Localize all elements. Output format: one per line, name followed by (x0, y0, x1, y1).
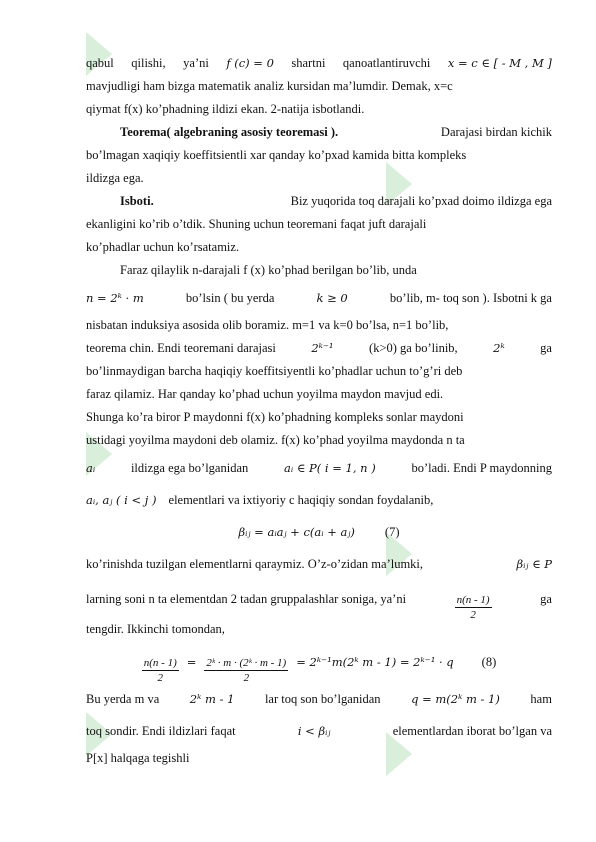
equation-8 (86, 641, 552, 683)
text: bo’linmaydigan barcha haqiqiy koeffitsiyentli ko’phadlar uchun to’g’ri deb (86, 364, 463, 378)
text: ekanligini ko’rib o’tdik. Shuning uchun teoremani faqat juft darajali (86, 217, 427, 231)
text: ildizga ega. (86, 171, 144, 185)
text-line (86, 144, 552, 167)
text-line (86, 580, 552, 621)
formula: 2ᵏ (493, 341, 505, 355)
text: ko’phadlar uchun ko’rsatamiz. (86, 240, 240, 254)
formula: aᵢ, aⱼ ( i < j ) (86, 493, 157, 507)
text-line (86, 213, 552, 236)
text-line (86, 98, 552, 121)
text: ham (530, 692, 552, 706)
formula: q = m(2ᵏ m - 1) (411, 692, 500, 706)
denominator: 2 (470, 609, 476, 621)
text: faraz qilamiz. Har qanday ko’phad uchun yoyilma maydon mavjud edi. (86, 387, 444, 401)
formula: x = c ∈ [ - M , M ] (447, 56, 552, 70)
equation-7 (86, 516, 552, 548)
text: larning soni n ta elementdan 2 tadan gruppalashlar soniga, ya’ni (86, 592, 407, 606)
theorem-line (86, 121, 552, 144)
text: Biz yuqorida toq darajali ko’pxad doimo ildizga ega (290, 194, 552, 208)
text-line (86, 337, 552, 360)
proof-line (86, 190, 552, 213)
text: Bu yerda m va (86, 692, 160, 706)
text-line (86, 383, 552, 406)
text-line (86, 548, 552, 580)
text-line (86, 314, 552, 337)
text-line (86, 52, 552, 75)
formula: n = 2ᵏ · m (86, 291, 144, 305)
formula: aᵢ ∈ P( i = 1, n ) (284, 461, 376, 475)
text: P[x] halqaga tegishli (86, 751, 190, 765)
numerator: n(n - 1) (456, 594, 490, 606)
fraction (204, 656, 288, 685)
word: qilishi, (131, 56, 166, 70)
text-line (86, 618, 552, 641)
text: bo’lmagan xaqiqiy koeffitsientli xar qanday ko’pxad kamida bitta kompleks (86, 148, 467, 162)
fraction (142, 656, 179, 685)
text-line (86, 236, 552, 259)
text-line (86, 683, 552, 715)
text: Shunga ko’ra biror P maydonni f(x) ko’phadning kompleks sonlar maydoni (86, 410, 464, 424)
text: tengdir. Ikkinchi tomondan, (86, 622, 225, 636)
formula: aᵢ (86, 461, 96, 475)
formula: f (c) = 0 (226, 56, 274, 70)
document-page (86, 52, 552, 770)
formula: 2ᵏ m - 1 (189, 692, 235, 706)
text: lar toq son bo’lganidan (264, 692, 381, 706)
text: ustidagi yoyilma maydoni deb olamiz. f(x) ko’phad yoyilma maydonda n ta (86, 433, 465, 447)
text-line (86, 429, 552, 452)
text: ga (540, 592, 552, 606)
equation-number: (7) (384, 525, 400, 539)
text-line (86, 282, 552, 314)
text: ga (540, 341, 552, 355)
formula: i < βᵢⱼ (297, 724, 331, 738)
theorem-title: Teorema( algebraning asosiy teoremasi ). (120, 125, 339, 139)
text: bo’lsin ( bu yerda (185, 291, 275, 305)
word: qanoatlantiruvchi (342, 56, 431, 70)
equals: = (186, 655, 197, 669)
text-line (86, 75, 552, 98)
text-line (86, 167, 552, 190)
equation-number: (8) (481, 655, 497, 669)
formula: βᵢⱼ ∈ P (516, 557, 552, 571)
text: bo’ladi. Endi P maydonning (411, 461, 552, 475)
formula: 2ᵏ⁻¹ (311, 341, 334, 355)
formula: = 2ᵏ⁻¹m(2ᵏ m - 1) = 2ᵏ⁻¹ · q (296, 655, 454, 669)
text-line (86, 484, 552, 516)
text-line (86, 452, 552, 484)
word: shartni (291, 56, 326, 70)
text: qiymat f(x) ko’phadning ildizi ekan. 2-natija isbotlandi. (86, 102, 365, 116)
text: toq sondir. Endi ildizlari faqat (86, 724, 236, 738)
text: elementlari va ixtiyoriy c haqiqiy sondan foydalanib, (168, 493, 434, 507)
denominator: 2 (243, 672, 250, 684)
text-line (86, 715, 552, 747)
proof-title: Isboti. (120, 194, 154, 208)
formula: βᵢⱼ = aᵢaⱼ + c(aᵢ + aⱼ) (238, 525, 355, 539)
text: ildizga ega bo’lganidan (130, 461, 249, 475)
text: Faraz qilaylik n-darajali f (x) ko’phad berilgan bo’lib, unda (120, 263, 417, 277)
text: teorema chin. Endi teoremani darajasi (86, 341, 276, 355)
text: mavjudligi ham bizga matematik analiz kursidan ma’lumdir. Demak, x=c (86, 79, 453, 93)
text-line (86, 259, 552, 282)
denominator: 2 (157, 672, 164, 684)
numerator: 2ᵏ · m · (2ᵏ · m - 1) (206, 657, 287, 669)
text-line (86, 360, 552, 383)
text-line (86, 747, 552, 770)
numerator: n(n - 1) (143, 657, 177, 669)
word: ya’ni (183, 56, 209, 70)
text: nisbatan induksiya asosida olib boramiz. m=1 va k=0 bo’lsa, n=1 bo’lib, (86, 318, 449, 332)
word: qabul (86, 56, 114, 70)
text: ko’rinishda tuzilgan elementlarni qaraymiz. O’z-o’zidan ma’lumki, (86, 557, 424, 571)
text: Darajasi birdan kichik (440, 125, 552, 139)
text-line (86, 406, 552, 429)
text: elementlardan iborat bo’lgan va (392, 724, 552, 738)
text: bo’lib, m- toq son ). Isbotni k ga (389, 291, 552, 305)
formula: k ≥ 0 (316, 291, 348, 305)
text: (k>0) ga bo’linib, (369, 341, 458, 355)
